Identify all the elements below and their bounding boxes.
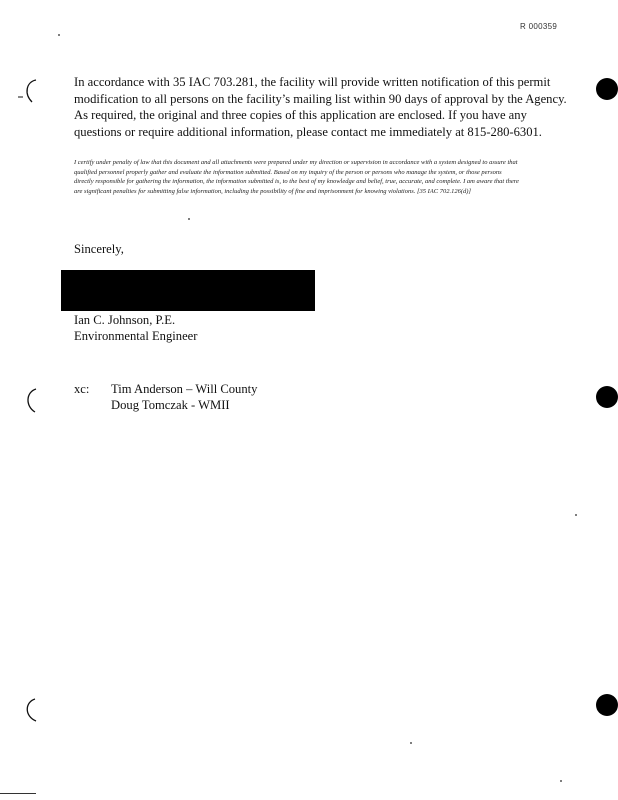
binder-mark-icon xyxy=(20,386,44,416)
closing: Sincerely, xyxy=(74,242,124,256)
binder-mark-icon xyxy=(20,696,44,726)
cc-label: xc: xyxy=(74,382,90,396)
scan-speck xyxy=(58,34,60,36)
bates-number: R 000359 xyxy=(520,22,558,31)
certification-statement: I certify under penalty of law that this document and all attachments were prepared under my direction or supervision in accordance with a system designed to assure that qualified personnel properly gather and evaluate the information submitted. Based on my inquiry of the person or persons who manage the system, or those persons directly responsible for gathering the information, the information submitted is, to the best of my knowledge and belief, true, accurate, and complete. I am aware that there are significant penalties for submitting false information, including the possibility of fine and imprisonment for knowing violations. [35 IAC 702.126(d)] xyxy=(74,159,519,195)
scan-edge-line xyxy=(0,793,36,794)
scan-speck xyxy=(575,514,577,516)
cc-list xyxy=(111,382,257,413)
signer-title: Environmental Engineer xyxy=(74,329,198,343)
signer-name: Ian C. Johnson, P.E. xyxy=(74,313,176,327)
punch-hole-icon xyxy=(596,694,618,716)
body-paragraph: In accordance with 35 IAC 703.281, the facility will provide written notification of this permit modification to all persons on the facility’s mailing list within 90 days of approval by the Agency. As required, the original and three copies of this application are enclosed. If you have any questions or require additional information, please contact me immediately at 815-280-6301. xyxy=(74,75,567,139)
scan-speck xyxy=(560,780,562,782)
scan-speck xyxy=(410,742,412,744)
cc-recipient: Tim Anderson – Will County xyxy=(111,382,258,396)
redacted-signature xyxy=(61,270,315,311)
punch-hole-icon xyxy=(596,386,618,408)
scan-speck xyxy=(188,218,190,220)
cc-recipient: Doug Tomczak - WMII xyxy=(111,397,230,412)
binder-mark-icon xyxy=(14,76,44,106)
punch-hole-icon xyxy=(596,78,618,100)
